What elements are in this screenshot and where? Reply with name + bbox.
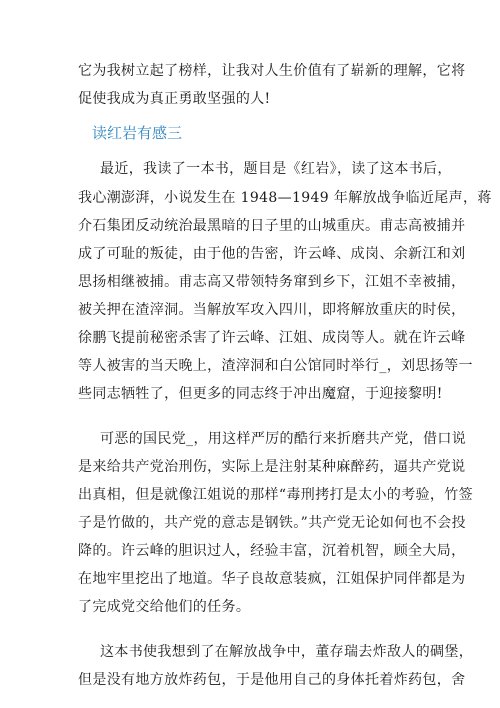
paragraph-line: 介石集团反动统治最黑暗的日子里的山城重庆。甫志高被捕并 xyxy=(78,218,466,234)
paragraph-line: 了完成党交给他们的任务。 xyxy=(78,599,251,615)
paragraph-line: 被关押在渣滓洞。当解放军攻入四川，即将解放重庆的时侯， xyxy=(78,302,466,318)
paragraph-line: 降的。许云峰的胆识过人，经验丰富，沉着机智，顾全大局， xyxy=(78,543,466,559)
paragraph-line: 最近，我读了一本书，题目是《红岩》，读了这本书后， xyxy=(100,161,452,177)
paragraph-line: 徐鹏飞提前秘密杀害了许云峰、江姐、成岗等人。就在许云峰 xyxy=(78,330,466,346)
paragraph-line: 这本书使我想到了在解放战争中，董存瑞去炸敌人的碉堡， xyxy=(100,644,474,660)
paragraph-line: 成了可耻的叛徒，由于他的告密，许云峰、成岗、余新江和刘 xyxy=(78,246,466,262)
paragraph-line: 在地牢里挖出了地道。华子良故意装疯，江姐保护同伴都是为 xyxy=(78,571,466,587)
paragraph-line: 我心潮澎湃，小说发生在 1948—1949 年解放战争临近尾声，蒋 xyxy=(78,190,492,206)
paragraph-line: 但是没有地方放炸药包，于是他用自己的身体托着炸药包，舍 xyxy=(78,672,466,688)
paragraph-line: 可恶的国民党_，用这样严厉的酷行来折磨共产党，借口说 xyxy=(100,431,467,447)
paragraph-line: 出真相，但是就像江姐说的那样“毒刑拷打是太小的考验，竹签 xyxy=(78,487,473,503)
section-heading: 读红岩有感三 xyxy=(92,124,183,142)
paragraph-line: 等人被害的当天晚上，渣滓洞和白公馆同时举行_，刘思扬等一 xyxy=(78,358,473,374)
intro-line: 促使我成为真正勇敢坚强的人! xyxy=(78,91,271,107)
paragraph-line: 思扬相继被捕。甫志高又带领特务窜到乡下，江姐不幸被捕， xyxy=(78,274,466,290)
paragraph-line: 是来给共产党治刑伤，实际上是注射某种麻醉药，逼共产党说 xyxy=(78,459,466,475)
paragraph-line: 些同志牺牲了，但更多的同志终于冲出魔窟，于迎接黎明! xyxy=(78,386,443,402)
paragraph-line: 子是竹做的，共产党的意志是钢铁。”共产党无论如何也不会投 xyxy=(78,515,466,531)
intro-line: 它为我树立起了榜样，让我对人生价值有了崭新的理解，它将 xyxy=(78,63,466,79)
